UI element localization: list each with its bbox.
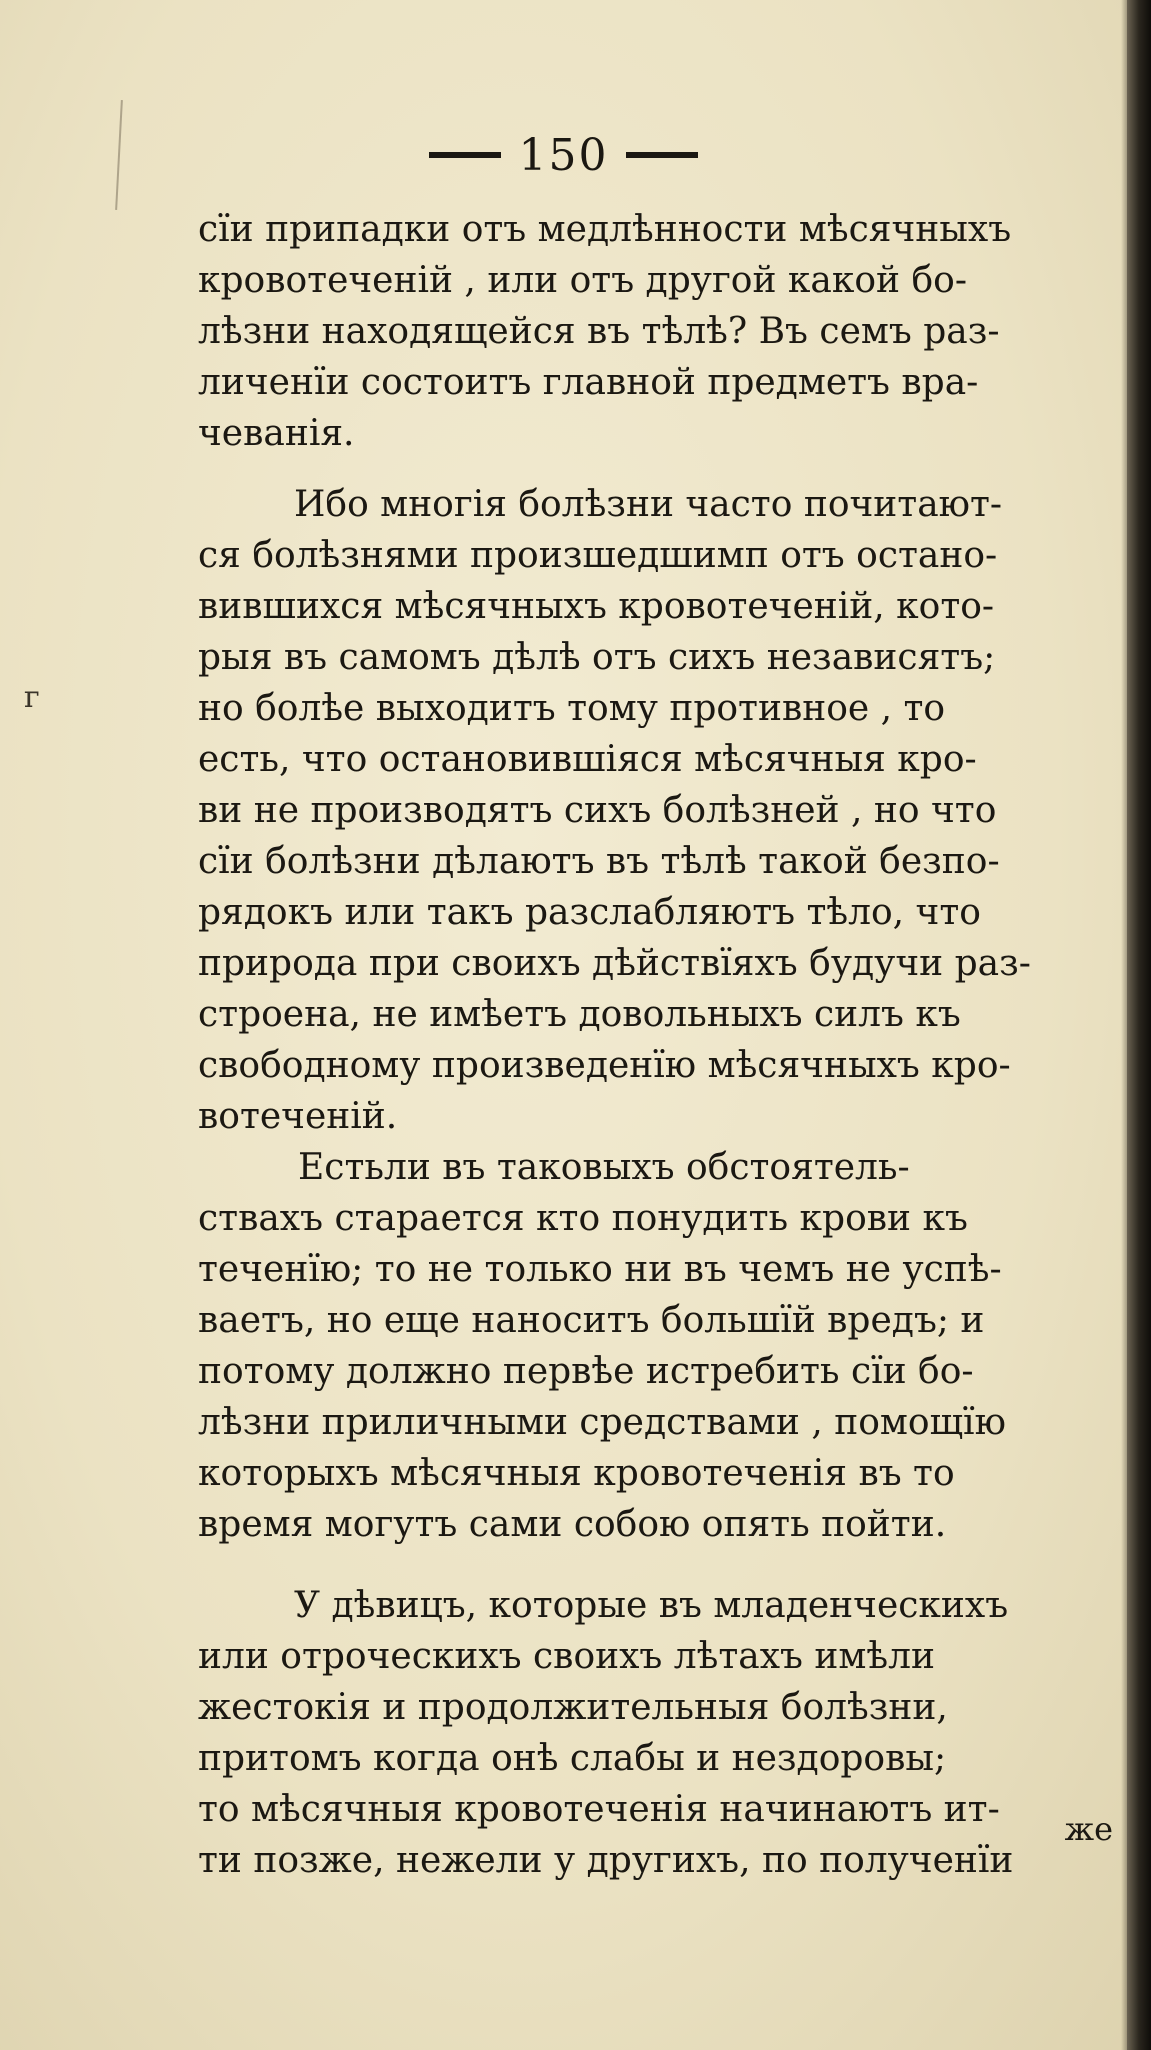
text-line: личенїи состоитъ главной предметъ вра- — [198, 362, 979, 403]
text-line: жестокія и продолжительныя болѣзни, — [198, 1687, 948, 1728]
header-dash-left — [429, 152, 501, 158]
book-spine-edge — [1127, 0, 1151, 2050]
text-line: то мѣсячныя кровотеченія начинаютъ ит- — [198, 1789, 1000, 1830]
text-line: ваетъ, но еще наноситъ большїй вредъ; и — [198, 1300, 985, 1341]
text-line: свободному произведенїю мѣсячныхъ кро- — [198, 1045, 1011, 1086]
text-line: рыя въ самомъ дѣлѣ отъ сихъ независятъ; — [198, 637, 996, 678]
text-line: или отроческихъ своихъ лѣтахъ имѣли — [198, 1636, 935, 1677]
catchword: же — [1064, 1810, 1113, 1848]
text-line: притомъ когда онѣ слабы и нездоровы; — [198, 1738, 947, 1779]
text-line: ти позже, нежели у другихъ, по полученїи — [198, 1840, 1014, 1881]
text-line: У дѣвицъ, которые въ младенческихъ — [294, 1585, 1009, 1626]
text-line: кровотеченій , или отъ другой какой бо- — [198, 260, 968, 301]
text-line: ствахъ старается кто понудить крови къ — [198, 1198, 968, 1239]
text-line: время могутъ сами собою опять пойти. — [198, 1504, 947, 1545]
text-line: ви не производятъ сихъ болѣзней , но что — [198, 790, 997, 831]
text-line: Естьли въ таковыхъ обстоятель- — [298, 1147, 910, 1188]
text-line: вившихся мѣсячныхъ кровотеченій, кото- — [198, 586, 995, 627]
text-line: потому должно первѣе истребить сїи бо- — [198, 1351, 974, 1392]
page-header — [0, 128, 1127, 184]
paragraph-1 — [198, 204, 1116, 459]
text-line: сїи болѣзни дѣлаютъ въ тѣлѣ такой безпо- — [198, 841, 1000, 882]
text-line: есть, что остановившіяся мѣсячныя кро- — [198, 739, 977, 780]
text-line: которыхъ мѣсячныя кровотеченія въ то — [198, 1453, 955, 1494]
header-dash-right — [626, 152, 698, 158]
margin-mark: г — [24, 680, 40, 715]
page-number: 150 — [518, 130, 609, 181]
text-line: ся болѣзнями произшедшимп отъ остано- — [198, 535, 998, 576]
text-line: строена, не имѣетъ довольныхъ силъ къ — [198, 994, 961, 1035]
text-line: лѣзни приличными средствами , помощїю — [198, 1402, 1006, 1443]
text-line: лѣзни находящейся въ тѣлѣ? Въ семъ раз- — [198, 311, 1000, 352]
text-line: теченїю; то не только ни въ чемъ не успѣ- — [198, 1249, 1002, 1290]
text-line: рядокъ или такъ разслабляютъ тѣло, что — [198, 892, 981, 933]
text-line: природа при своихъ дѣйствїяхъ будучи раз- — [198, 943, 1031, 984]
text-line: Ибо многія болѣзни часто почитают- — [294, 484, 1003, 525]
paragraph-2 — [198, 479, 1116, 1142]
paragraph-4 — [198, 1580, 1116, 1886]
text-line: но болѣе выходитъ тому противное , то — [198, 688, 946, 729]
body-text — [198, 204, 1116, 1886]
text-line: чеванія. — [198, 413, 355, 454]
paragraph-3 — [198, 1142, 1116, 1550]
text-line: вотеченій. — [198, 1096, 398, 1137]
text-line: сїи припадки отъ медлѣнности мѣсячныхъ — [198, 209, 1012, 250]
